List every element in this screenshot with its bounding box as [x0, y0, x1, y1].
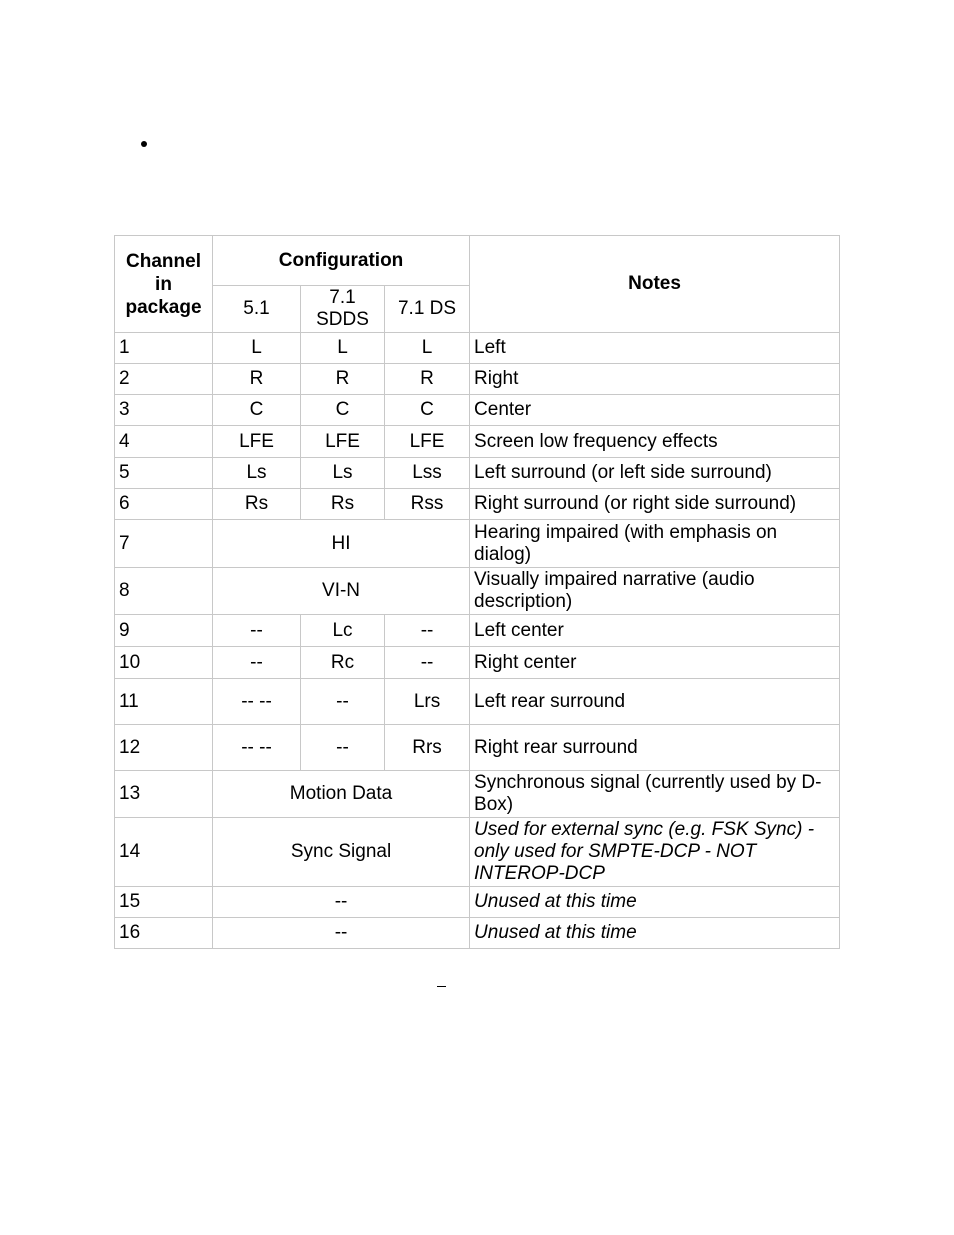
table-row [115, 918, 840, 949]
notes-cell: Used for external sync (e.g. FSK Sync) - only used for SMPTE-DCP - NOT INTEROP-DCP [470, 818, 840, 887]
table-row [115, 568, 840, 615]
channel-number: 1 [115, 333, 213, 364]
config-span-cell: HI [213, 520, 470, 568]
table-row [115, 426, 840, 458]
config-ds-cell: -- [385, 647, 470, 679]
table-row [115, 679, 840, 725]
config-5-1-cell: L [213, 333, 301, 364]
config-5-1-cell: -- -- [213, 725, 301, 771]
config-span-cell: -- [213, 887, 470, 918]
channel-number: 13 [115, 771, 213, 818]
config-sdds-cell: L [301, 333, 385, 364]
table-row [115, 647, 840, 679]
config-ds-cell: Rrs [385, 725, 470, 771]
header-channel: Channel in package [115, 236, 213, 333]
config-5-1-cell: -- [213, 647, 301, 679]
channel-number: 5 [115, 458, 213, 489]
config-sdds-cell: -- [301, 725, 385, 771]
config-ds-cell: Rss [385, 489, 470, 520]
channel-number: 15 [115, 887, 213, 918]
config-5-1-cell: LFE [213, 426, 301, 458]
table-row [115, 364, 840, 395]
config-span-cell: -- [213, 918, 470, 949]
config-5-1-cell: Ls [213, 458, 301, 489]
notes-cell: Right surround (or right side surround) [470, 489, 840, 520]
table-row [115, 395, 840, 426]
table-row [115, 887, 840, 918]
config-span-cell: VI-N [213, 568, 470, 615]
header-config-7-1-sdds: 7.1 SDDS [301, 286, 385, 333]
table-row [115, 818, 840, 887]
config-ds-cell: C [385, 395, 470, 426]
header-configuration: Configuration [213, 236, 470, 286]
notes-cell: Hearing impaired (with emphasis on dialog) [470, 520, 840, 568]
config-sdds-cell: LFE [301, 426, 385, 458]
config-5-1-cell: -- -- [213, 679, 301, 725]
config-span-cell: Sync Signal [213, 818, 470, 887]
channel-number: 16 [115, 918, 213, 949]
header-config-7-1-ds: 7.1 DS [385, 286, 470, 333]
underscore-mark [437, 986, 446, 987]
channel-number: 2 [115, 364, 213, 395]
config-5-1-cell: -- [213, 615, 301, 647]
config-sdds-cell: R [301, 364, 385, 395]
channel-number: 11 [115, 679, 213, 725]
notes-cell: Right [470, 364, 840, 395]
header-config-5-1: 5.1 [213, 286, 301, 333]
channel-number: 9 [115, 615, 213, 647]
notes-cell: Right center [470, 647, 840, 679]
config-sdds-cell: -- [301, 679, 385, 725]
config-ds-cell: L [385, 333, 470, 364]
config-ds-cell: Lrs [385, 679, 470, 725]
channel-number: 10 [115, 647, 213, 679]
table-row [115, 725, 840, 771]
notes-cell: Unused at this time [470, 887, 840, 918]
channel-number: 6 [115, 489, 213, 520]
notes-cell: Left rear surround [470, 679, 840, 725]
config-ds-cell: -- [385, 615, 470, 647]
notes-cell: Synchronous signal (currently used by D-Box) [470, 771, 840, 818]
config-sdds-cell: Rc [301, 647, 385, 679]
config-5-1-cell: Rs [213, 489, 301, 520]
channel-number: 7 [115, 520, 213, 568]
config-ds-cell: LFE [385, 426, 470, 458]
config-5-1-cell: R [213, 364, 301, 395]
config-sdds-cell: Lc [301, 615, 385, 647]
notes-cell: Unused at this time [470, 918, 840, 949]
notes-cell: Left center [470, 615, 840, 647]
channel-number: 8 [115, 568, 213, 615]
table-row [115, 771, 840, 818]
config-ds-cell: R [385, 364, 470, 395]
notes-cell: Center [470, 395, 840, 426]
table-row [115, 615, 840, 647]
channel-number: 12 [115, 725, 213, 771]
notes-cell: Left [470, 333, 840, 364]
config-sdds-cell: Rs [301, 489, 385, 520]
table-row [115, 520, 840, 568]
table-row [115, 458, 840, 489]
channel-number: 14 [115, 818, 213, 887]
table-row [115, 333, 840, 364]
channel-number: 4 [115, 426, 213, 458]
header-notes: Notes [470, 236, 840, 333]
notes-cell: Left surround (or left side surround) [470, 458, 840, 489]
channel-mapping-table [114, 235, 840, 949]
notes-cell: Visually impaired narrative (audio description) [470, 568, 840, 615]
bullet-point [141, 141, 147, 147]
config-sdds-cell: Ls [301, 458, 385, 489]
config-ds-cell: Lss [385, 458, 470, 489]
config-sdds-cell: C [301, 395, 385, 426]
channel-number: 3 [115, 395, 213, 426]
notes-cell: Screen low frequency effects [470, 426, 840, 458]
config-5-1-cell: C [213, 395, 301, 426]
notes-cell: Right rear surround [470, 725, 840, 771]
table-row [115, 489, 840, 520]
config-span-cell: Motion Data [213, 771, 470, 818]
